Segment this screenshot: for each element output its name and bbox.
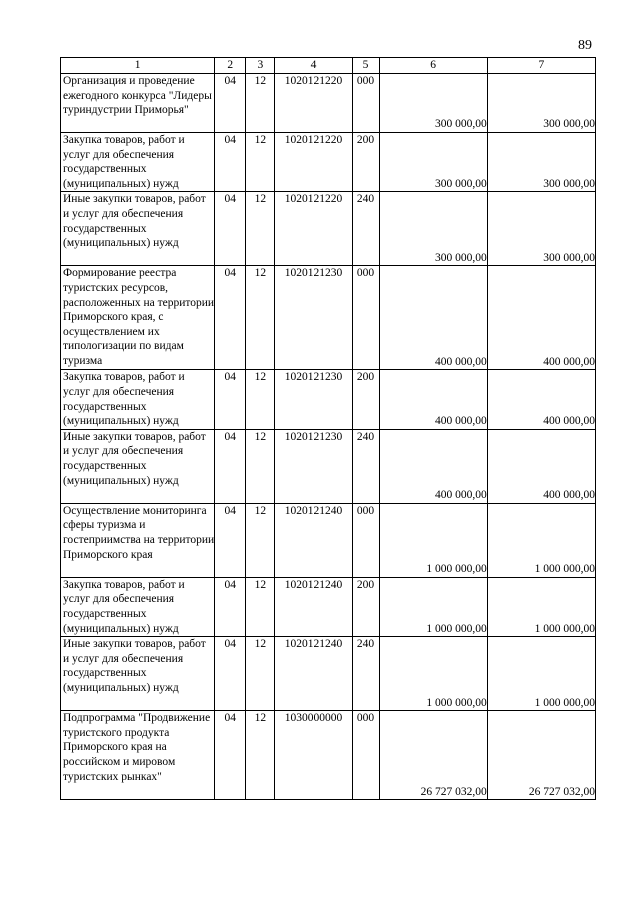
row-section-code: 04 (215, 192, 246, 266)
table-row (61, 370, 596, 429)
table-row (61, 74, 596, 133)
row-name: Организация и проведение ежегодного конкурса "Лидеры туриндустрии Приморья" (61, 74, 215, 133)
header-cell: 2 (215, 58, 246, 74)
row-amount-col6: 400 000,00 (379, 429, 487, 503)
row-target-code: 1020121240 (275, 637, 352, 711)
header-cell: 7 (487, 58, 595, 74)
row-name: Подпрограмма "Продвижение туристского продукта Приморского края на российском и мировом туристских рынках" (61, 711, 215, 800)
row-section-code: 04 (215, 370, 246, 429)
row-target-code: 1020121230 (275, 266, 352, 370)
row-subsection-code: 12 (246, 133, 275, 192)
table-row (61, 133, 596, 192)
row-expense-type: 240 (352, 637, 379, 711)
row-amount-col7: 1 000 000,00 (487, 637, 595, 711)
row-amount-col7: 1 000 000,00 (487, 503, 595, 577)
row-subsection-code: 12 (246, 370, 275, 429)
row-subsection-code: 12 (246, 429, 275, 503)
row-target-code: 1020121240 (275, 503, 352, 577)
row-amount-col7: 300 000,00 (487, 133, 595, 192)
row-subsection-code: 12 (246, 192, 275, 266)
row-amount-col6: 300 000,00 (379, 74, 487, 133)
row-section-code: 04 (215, 74, 246, 133)
row-section-code: 04 (215, 637, 246, 711)
row-name: Осуществление мониторинга сферы туризма и гостеприимства на территории Приморского края (61, 503, 215, 577)
row-target-code: 1020121220 (275, 133, 352, 192)
header-cell: 1 (61, 58, 215, 74)
row-amount-col6: 300 000,00 (379, 192, 487, 266)
table-header-row (61, 58, 596, 74)
row-amount-col7: 300 000,00 (487, 74, 595, 133)
row-name: Иные закупки товаров, работ и услуг для обеспечения государственных (муниципальных) нужд (61, 429, 215, 503)
row-name: Иные закупки товаров, работ и услуг для обеспечения государственных (муниципальных) нужд (61, 637, 215, 711)
row-subsection-code: 12 (246, 637, 275, 711)
row-amount-col7: 400 000,00 (487, 429, 595, 503)
row-amount-col6: 1 000 000,00 (379, 637, 487, 711)
page-number: 89 (578, 38, 592, 53)
row-subsection-code: 12 (246, 577, 275, 636)
row-name: Формирование реестра туристских ресурсов, расположенных на территории Приморского края, с осуществлением их типологизации по видам туризма (61, 266, 215, 370)
header-cell: 5 (352, 58, 379, 74)
row-name: Закупка товаров, работ и услуг для обеспечения государственных (муниципальных) нужд (61, 133, 215, 192)
row-subsection-code: 12 (246, 74, 275, 133)
row-subsection-code: 12 (246, 503, 275, 577)
row-expense-type: 000 (352, 711, 379, 800)
row-target-code: 1030000000 (275, 711, 352, 800)
row-expense-type: 000 (352, 266, 379, 370)
row-target-code: 1020121220 (275, 192, 352, 266)
row-amount-col7: 400 000,00 (487, 266, 595, 370)
row-expense-type: 000 (352, 503, 379, 577)
table-row (61, 266, 596, 370)
row-name: Закупка товаров, работ и услуг для обеспечения государственных (муниципальных) нужд (61, 577, 215, 636)
table-row (61, 192, 596, 266)
row-section-code: 04 (215, 503, 246, 577)
row-amount-col7: 300 000,00 (487, 192, 595, 266)
row-amount-col7: 400 000,00 (487, 370, 595, 429)
row-amount-col6: 400 000,00 (379, 266, 487, 370)
row-name: Закупка товаров, работ и услуг для обеспечения государственных (муниципальных) нужд (61, 370, 215, 429)
row-target-code: 1020121220 (275, 74, 352, 133)
header-cell: 6 (379, 58, 487, 74)
table-row (61, 577, 596, 636)
row-amount-col6: 400 000,00 (379, 370, 487, 429)
row-section-code: 04 (215, 133, 246, 192)
row-expense-type: 200 (352, 577, 379, 636)
row-amount-col6: 300 000,00 (379, 133, 487, 192)
row-amount-col7: 1 000 000,00 (487, 577, 595, 636)
table-row (61, 503, 596, 577)
header-cell: 4 (275, 58, 352, 74)
row-amount-col7: 26 727 032,00 (487, 711, 595, 800)
row-expense-type: 000 (352, 74, 379, 133)
row-amount-col6: 1 000 000,00 (379, 577, 487, 636)
row-section-code: 04 (215, 429, 246, 503)
row-subsection-code: 12 (246, 711, 275, 800)
row-target-code: 1020121230 (275, 429, 352, 503)
row-expense-type: 200 (352, 370, 379, 429)
row-expense-type: 240 (352, 429, 379, 503)
row-amount-col6: 1 000 000,00 (379, 503, 487, 577)
row-section-code: 04 (215, 266, 246, 370)
row-subsection-code: 12 (246, 266, 275, 370)
row-amount-col6: 26 727 032,00 (379, 711, 487, 800)
row-expense-type: 240 (352, 192, 379, 266)
row-expense-type: 200 (352, 133, 379, 192)
header-cell: 3 (246, 58, 275, 74)
row-target-code: 1020121240 (275, 577, 352, 636)
table-row (61, 429, 596, 503)
row-target-code: 1020121230 (275, 370, 352, 429)
row-section-code: 04 (215, 711, 246, 800)
table-row (61, 711, 596, 800)
budget-table (60, 57, 596, 800)
row-name: Иные закупки товаров, работ и услуг для обеспечения государственных (муниципальных) нужд (61, 192, 215, 266)
table-row (61, 637, 596, 711)
row-section-code: 04 (215, 577, 246, 636)
